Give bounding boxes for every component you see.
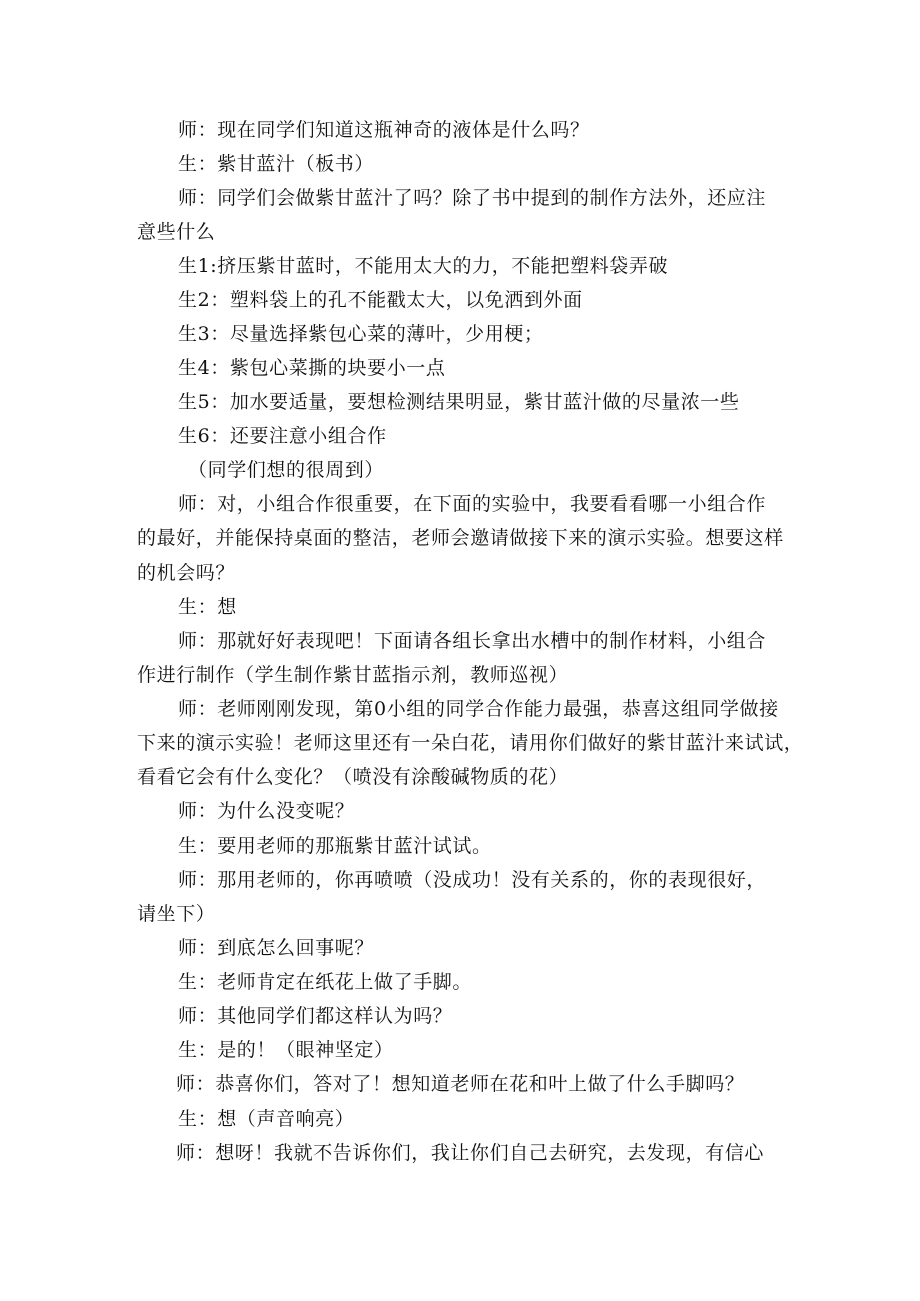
dialogue-line: 生：想（声音响亮）	[178, 1108, 355, 1130]
dialogue-line: 生：老师肯定在纸花上做了手脚。	[178, 971, 473, 993]
dialogue-line: 师：想呀！我就不告诉你们，我让你们自己去研究，去发现，有信心	[176, 1142, 765, 1164]
dialogue-line: 师：老师刚刚发现，第0小组的同学合作能力最强，恭喜这组同学做接	[178, 698, 779, 720]
dialogue-line: 生3：尽量选择紫包心菜的薄叶，少用梗；	[178, 323, 544, 345]
dialogue-line: 的最好，并能保持桌面的整洁，老师会邀请做接下来的演示实验。想要这样	[137, 527, 784, 549]
dialogue-line: 师：为什么没变呢？	[178, 800, 355, 822]
dialogue-line: 生4：紫包心菜撕的块要小一点	[178, 357, 446, 379]
dialogue-line: 生5：加水要适量，要想检测结果明显，紫甘蓝汁做的尽量浓一些	[178, 391, 740, 413]
dialogue-line: 生：紫甘蓝汁（板书）	[178, 153, 375, 175]
dialogue-line: 的机会吗？	[137, 562, 236, 584]
dialogue-line: 师：恭喜你们，答对了！想知道老师在花和叶上做了什么手脚吗？	[176, 1073, 745, 1095]
dialogue-line: 师：同学们会做紫甘蓝汁了吗？除了书中提到的制作方法外，还应注	[178, 187, 767, 209]
dialogue-line: 下来的演示实验！老师这里还有一朵白花，请用你们做好的紫甘蓝汁来试试，	[137, 732, 804, 754]
dialogue-line: 生：要用老师的那瓶紫甘蓝汁试试。	[178, 835, 492, 857]
dialogue-line: 师：那用老师的，你再喷喷（没成功！没有关系的，你的表现很好，	[178, 869, 767, 891]
dialogue-line: 生：是的！（眼神坚定）	[178, 1039, 394, 1061]
dialogue-line: 师：其他同学们都这样认为吗？	[178, 1005, 453, 1027]
dialogue-line: 作进行制作（学生制作紫甘蓝指示剂，教师巡视）	[137, 664, 569, 686]
dialogue-line: 生2：塑料袋上的孔不能戳太大，以免洒到外面	[178, 289, 583, 311]
dialogue-line: 师：那就好好表现吧！下面请各组长拿出水槽中的制作材料，小组合	[178, 630, 767, 652]
dialogue-line: 生1:挤压紫甘蓝时，不能用太大的力，不能把塑料袋弄破	[178, 255, 669, 277]
dialogue-line: 师：现在同学们知道这瓶神奇的液体是什么吗？	[178, 119, 590, 141]
dialogue-line: （同学们想的很周到）	[188, 459, 385, 481]
dialogue-line: 看看它会有什么变化？（喷没有涂酸碱物质的花）	[137, 766, 569, 788]
dialogue-line: 师：到底怎么回事呢？	[178, 937, 375, 959]
dialogue-line: 意些什么	[137, 221, 216, 243]
dialogue-line: 生6：还要注意小组合作	[178, 425, 387, 447]
dialogue-line: 生：想	[178, 596, 237, 618]
dialogue-line: 请坐下）	[137, 903, 216, 925]
dialogue-line: 师：对，小组合作很重要，在下面的实验中，我要看看哪一小组合作	[178, 493, 767, 515]
